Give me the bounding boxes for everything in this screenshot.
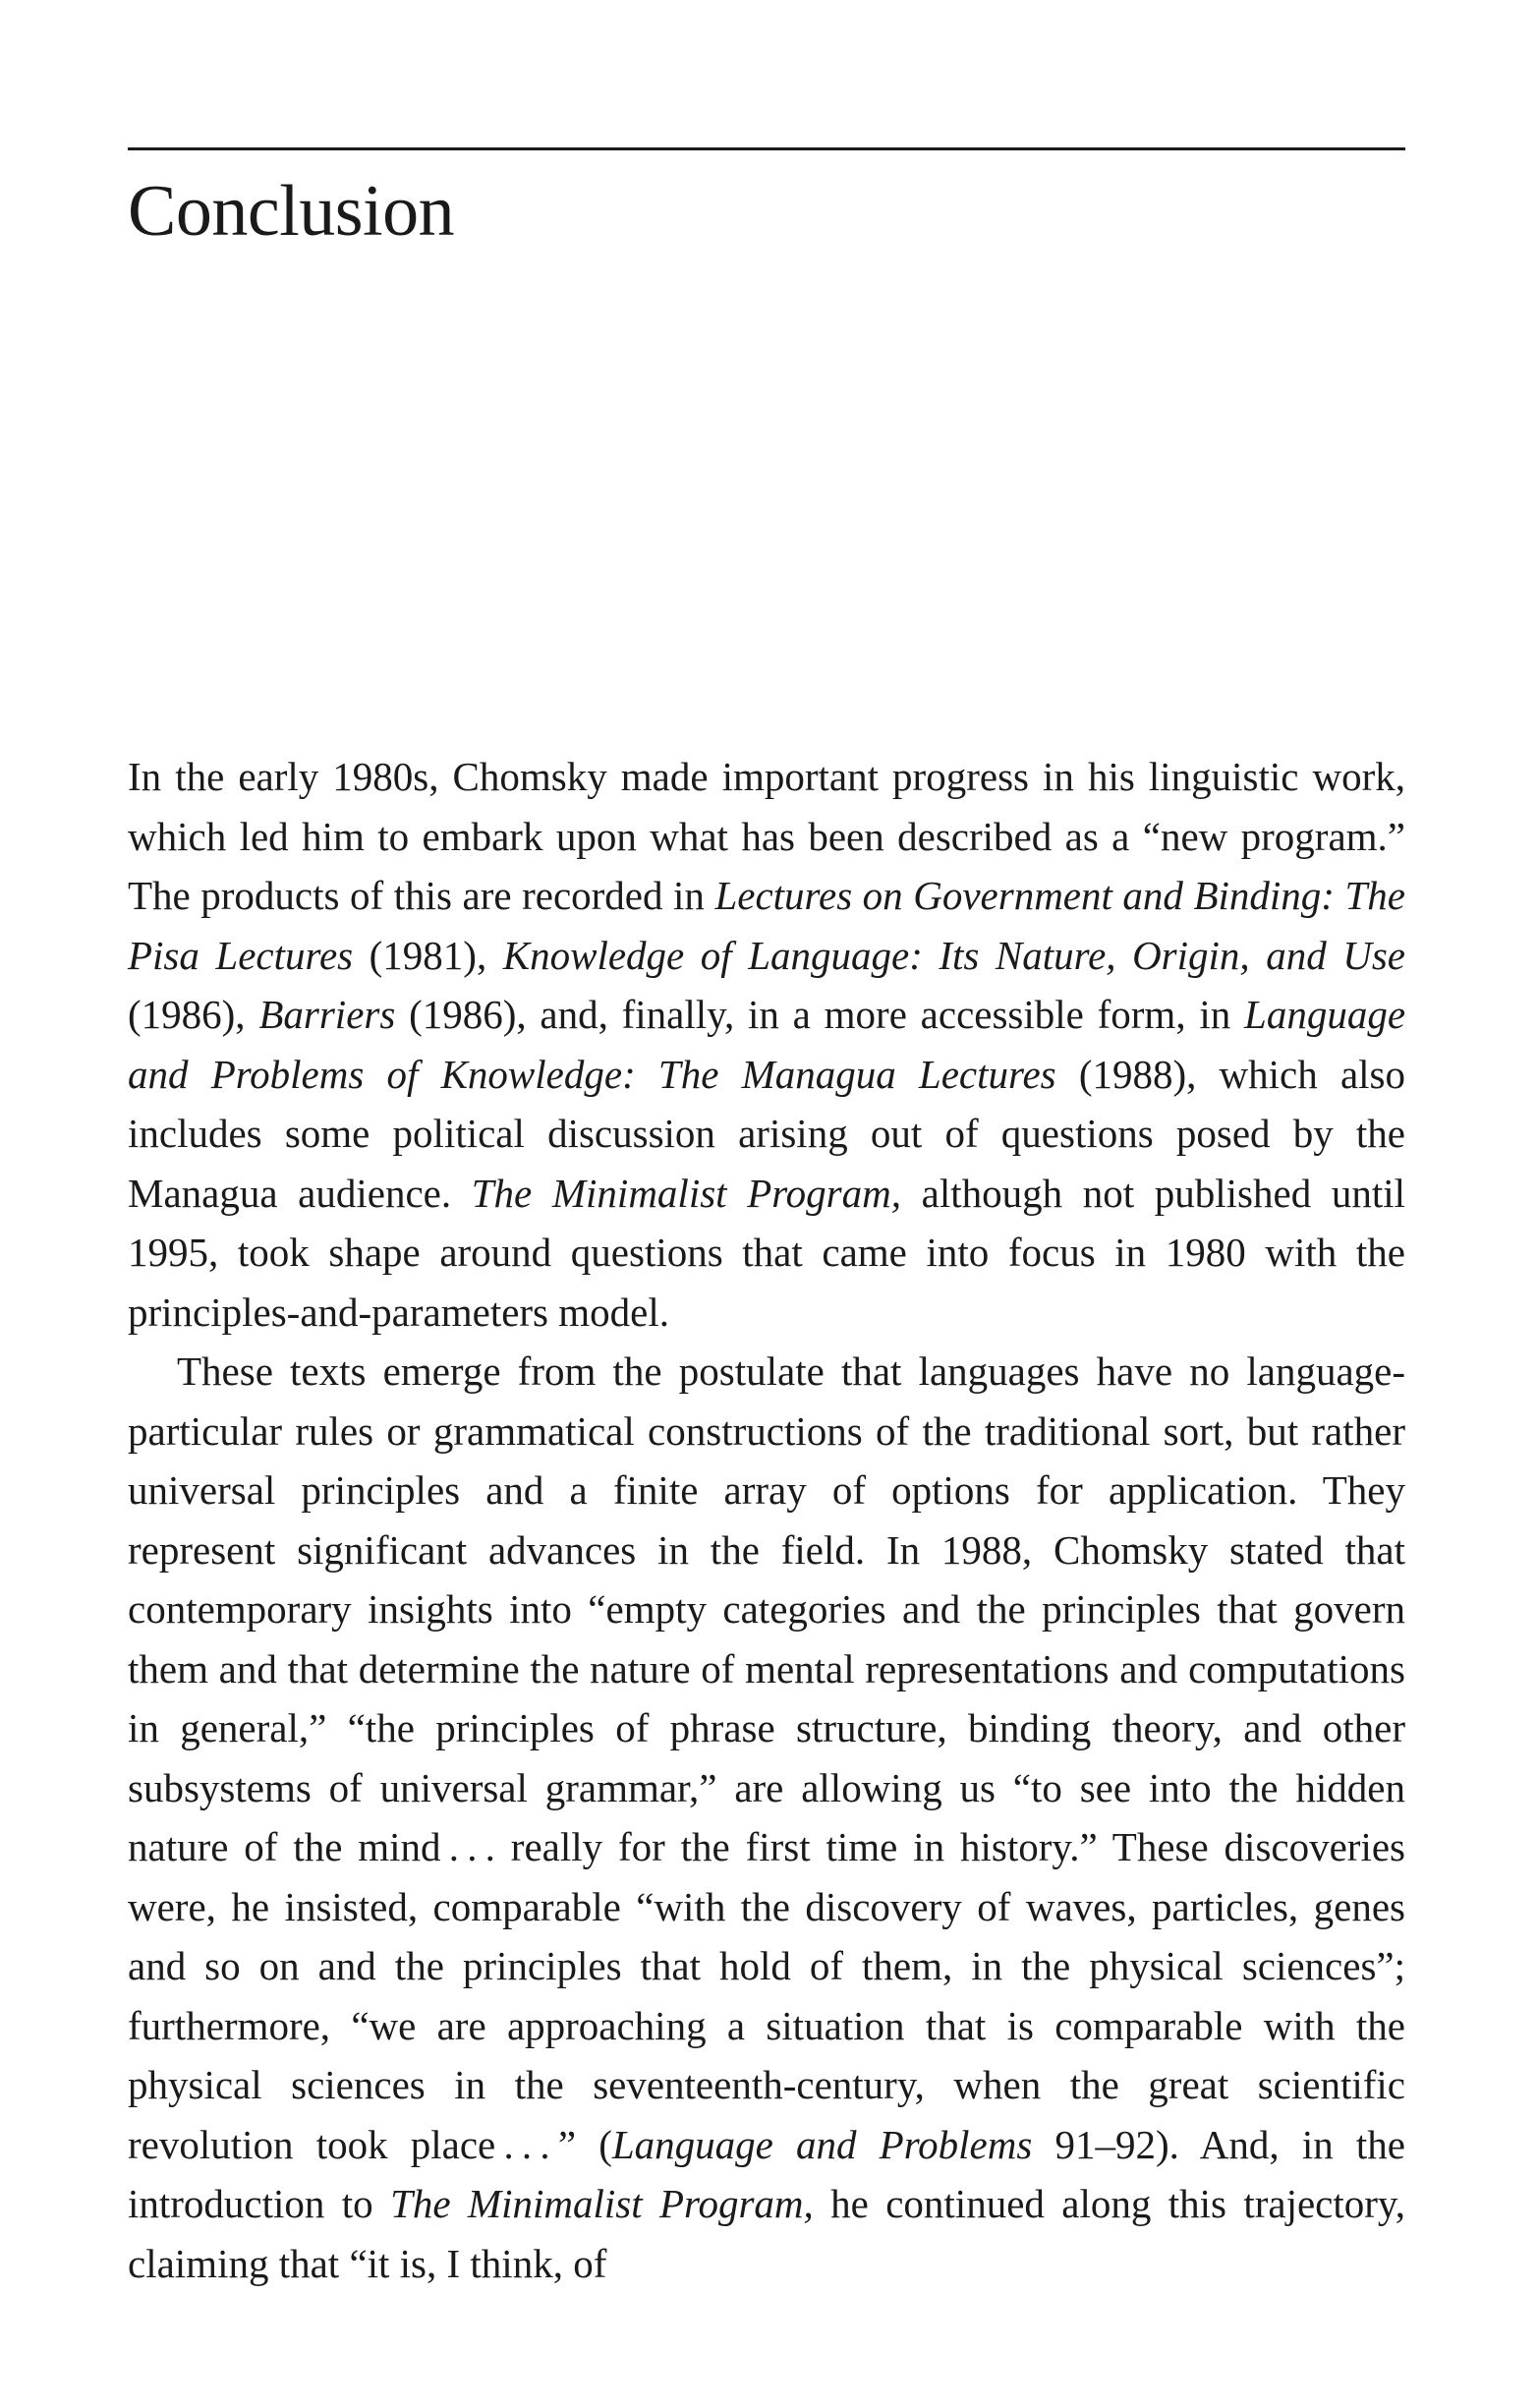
- text-run: (1986),: [128, 992, 259, 1037]
- text-run: he continued along this trajectory, claiming that “it is, I think, of: [128, 2181, 1406, 2286]
- text-run: 91–92). And, in the introduction to: [128, 2121, 1405, 2226]
- paragraph-1: [128, 747, 1405, 1342]
- italic-title-run: Barriers: [258, 992, 396, 1037]
- paragraph-2: [128, 1342, 1405, 2293]
- italic-title-run: Knowledge of Language: Its Nature, Origin, and Use: [502, 932, 1405, 978]
- italic-title-run: Language and Problems: [611, 2121, 1033, 2167]
- italic-title-run: Lectures on Government and Binding: The Pisa Lectures: [128, 873, 1405, 978]
- italic-title-run: Language and Problems of Knowledge: The Managua Lectures: [128, 992, 1406, 1097]
- text-run: (1981),: [353, 932, 503, 978]
- text-run: These texts emerge from the postulate that languages have no language-particular rules or grammatical constructions of the traditional sort, but rather universal principles and a finite array of options for application. They represent significant advances in the field. In 1988, Chomsky stated that contemporary insights into “empty categories and the principles that govern them and that determine the nature of mental representations and computations in general,” “the principles of phrase structure, binding theory, and other subsystems of universal grammar,” are allowing us “to see into the hidden nature of the mind . . . really for the first time in history.” These discoveries were, he insisted, comparable “with the discovery of waves, particles, genes and so on and the principles that hold of them, in the physical sciences”; furthermore, “we are approaching a situation that is comparable with the physical sciences in the seventeenth-century, when the great scientific revolution took place . . . ” (: [128, 1348, 1405, 2167]
- italic-title-run: The Minimalist Program,: [390, 2181, 814, 2226]
- chapter-top-rule: [128, 147, 1405, 150]
- body-text: [128, 747, 1405, 2293]
- text-run: In the early 1980s, Chomsky made important progress in his linguistic work, which led him to embark upon what has been described as a “new program.” The products of this are recorded in: [128, 754, 1405, 918]
- chapter-title: Conclusion: [128, 171, 455, 252]
- italic-title-run: The Minimalist Program,: [471, 1170, 901, 1216]
- text-run: (1988), which also includes some political discussion arising out of questions posed by the Managua audience.: [128, 1051, 1405, 1216]
- text-run: (1986), and, finally, in a more accessible form, in: [395, 992, 1245, 1037]
- text-run: although not published until 1995, took shape around questions that came into focus in 1980 with the principles-and-parameters model.: [128, 1170, 1405, 1335]
